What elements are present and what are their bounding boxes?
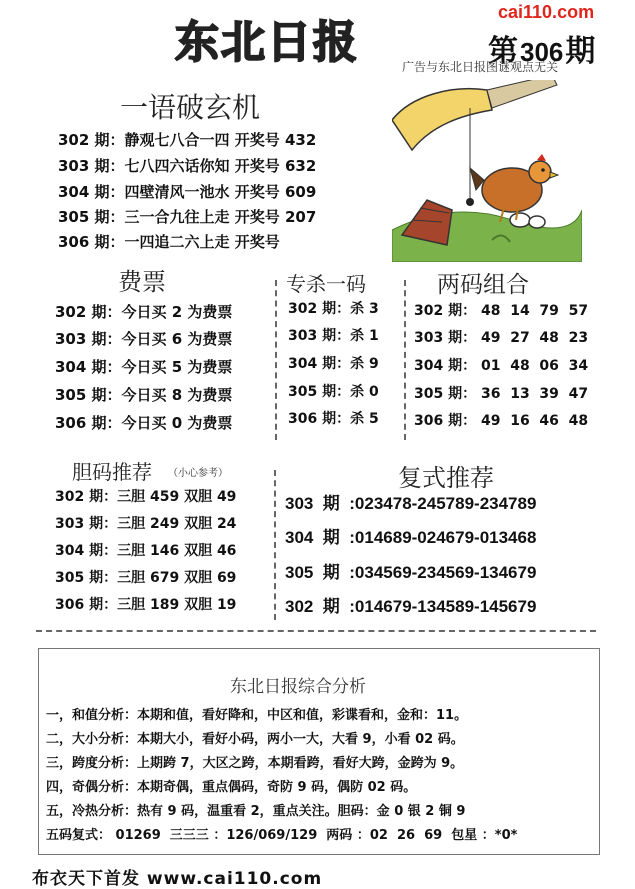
liangma-title: 两码组合 — [437, 272, 529, 298]
list-item: 306 期： 49 16 46 48 — [414, 413, 589, 429]
list-item: 304 期： 01 48 06 34 — [414, 358, 589, 374]
list-item: 305 期 :034569-234569-134679 — [285, 563, 537, 582]
list-item: 304 期：今日买 5 为费票 — [55, 358, 233, 376]
egg-icon — [510, 213, 530, 227]
analysis-line: 三，跨度分析：上期跨 7，大区之跨，本期看跨，看好大跨，金跨为 9。 — [46, 756, 464, 771]
riddle-line: 305 期：三一合九往上走 开奖号 207 — [58, 208, 317, 226]
danma-note: （小心参考） — [168, 468, 228, 479]
list-item: 302 期：今日买 2 为费票 — [55, 303, 233, 321]
danma-title: 胆码推荐 — [72, 460, 152, 484]
zhuansha-title: 专杀一码 — [286, 272, 366, 296]
chicken-cartoon-illustration — [392, 80, 582, 262]
list-item: 303 期：今日买 6 为费票 — [55, 330, 233, 348]
list-item: 306 期：今日买 0 为费票 — [55, 414, 233, 432]
analysis-title: 东北日报综合分析 — [230, 677, 366, 697]
divider — [274, 470, 276, 620]
footer-text: 布衣天下首发 www.cai110.com — [32, 869, 323, 889]
list-item: 302 期：杀 3 — [288, 301, 379, 317]
list-item: 305 期： 36 13 39 47 — [414, 386, 589, 402]
disclaimer-text: 广告与东北日报图谜观点无关 — [402, 60, 559, 74]
analysis-line: 五码复式： 01269 三三三 ：126/069/129 两码 ：02 26 69 包星 ：*0* — [46, 828, 518, 843]
spider-icon — [466, 198, 474, 206]
riddle-line: 303 期：七八四六话你知 开奖号 632 — [58, 157, 317, 175]
riddle-line: 304 期：四壁清风一池水 开奖号 609 — [58, 183, 317, 201]
list-item: 306 期：杀 5 — [288, 411, 379, 427]
analysis-line: 一，和值分析：本期和值，看好降和，中区和值，彩谍看和，金和：11。 — [46, 708, 468, 723]
list-item: 303 期： 49 27 48 23 — [414, 330, 589, 346]
list-item: 305 期：杀 0 — [288, 384, 379, 400]
list-item: 305 期：三胆 679 双胆 69 — [55, 570, 237, 586]
issue-number: 306 — [520, 37, 564, 67]
list-item: 303 期：三胆 249 双胆 24 — [55, 516, 237, 532]
riddle-line: 302 期：静观七八合一四 开奖号 432 — [58, 131, 317, 149]
feipiao-title: 费票 — [118, 268, 166, 296]
list-item: 302 期：三胆 459 双胆 49 — [55, 489, 237, 505]
list-item: 302 期： 48 14 79 57 — [414, 303, 589, 319]
riddle-title: 一语破玄机 — [120, 91, 261, 124]
analysis-line: 四，奇偶分析：本期奇偶，重点偶码，奇防 9 码，偶防 02 码。 — [46, 780, 417, 795]
fushi-title: 复式推荐 — [398, 464, 494, 492]
list-item: 303 期：杀 1 — [288, 328, 379, 344]
divider — [275, 280, 277, 440]
list-item: 305 期：今日买 8 为费票 — [55, 386, 233, 404]
list-item: 302 期 :014679-134589-145679 — [285, 597, 537, 616]
site-url[interactable]: cai110.com — [498, 2, 595, 22]
analysis-line: 二，大小分析：本期大小，看好小码，两小一大，大看 9，小看 02 码。 — [46, 732, 464, 747]
issue-prefix: 第 — [488, 34, 518, 69]
list-item: 306 期：三胆 189 双胆 19 — [55, 597, 237, 613]
list-item: 303 期 :023478-245789-234789 — [285, 494, 537, 513]
issue-suffix: 期 — [565, 34, 596, 69]
riddle-line: 306 期：一四追二六上走 开奖号 — [58, 233, 280, 251]
list-item: 304 期：杀 9 — [288, 356, 379, 372]
analysis-line: 五，冷热分析：热有 9 码，温重看 2，重点关注。胆码：金 0 银 2 铜 9 — [46, 804, 466, 819]
newspaper-logo: 东北日报 — [175, 17, 359, 68]
list-item: 304 期 :014689-024679-013468 — [285, 528, 537, 547]
divider — [36, 630, 596, 632]
egg-icon — [529, 216, 545, 228]
list-item: 304 期：三胆 146 双胆 46 — [55, 543, 237, 559]
divider — [404, 280, 406, 440]
